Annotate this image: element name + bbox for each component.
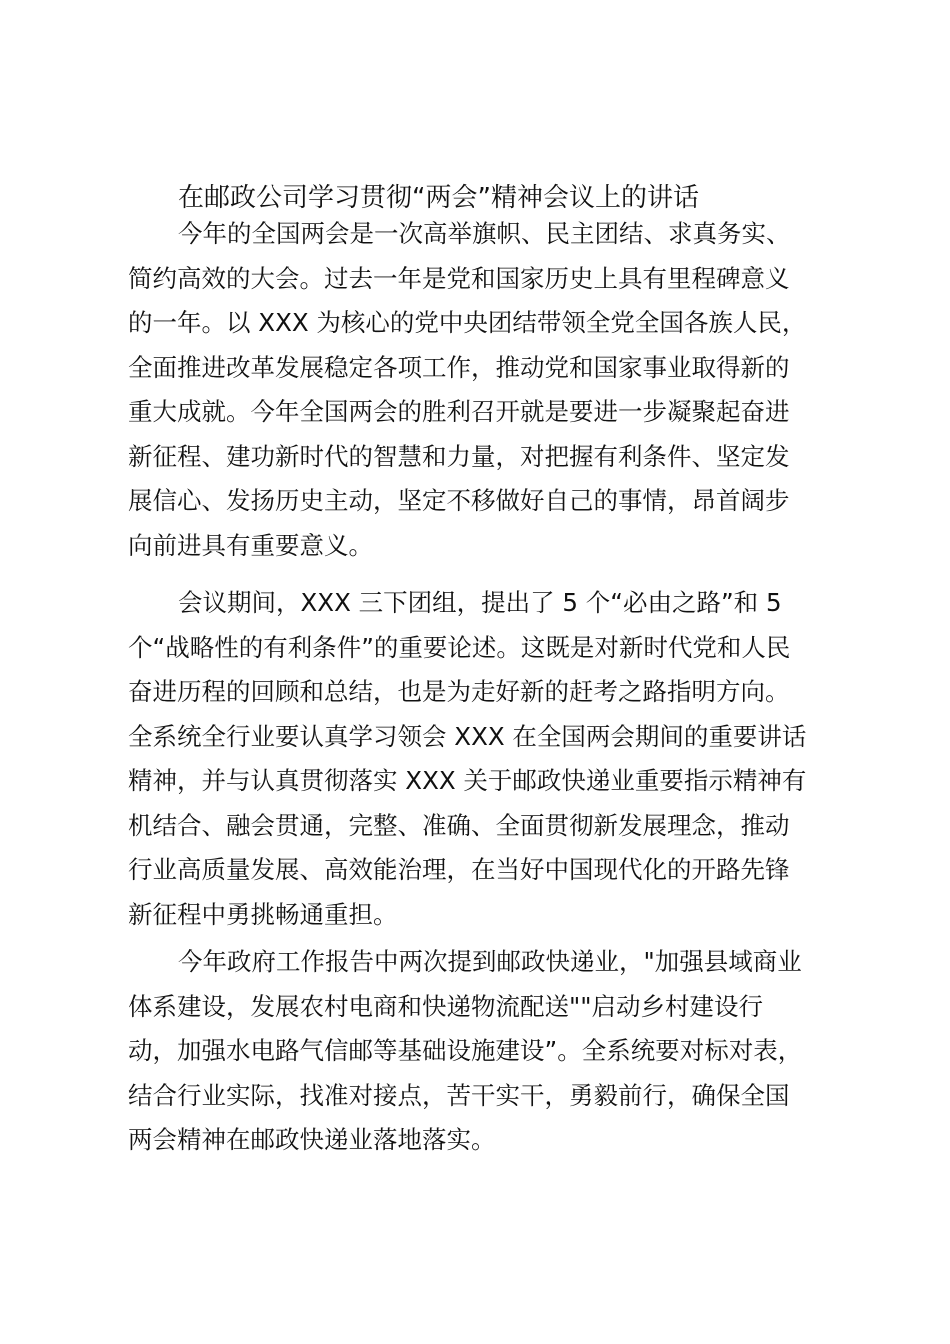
text-line: 展信心、发扬历史主动，坚定不移做好自己的事情，昂首阔步 (128, 486, 790, 515)
text-line: 结合行业实际，找准对接点，苦干实干，勇毅前行，确保全国 (128, 1080, 790, 1110)
text-line: 会议期间，XXX 三下团组，提出了 5 个“必由之路”和 5 (178, 588, 782, 617)
text-line: 今年的全国两会是一次高举旗帜、民主团结、求真务实、 (178, 219, 791, 248)
text-line: 行业高质量发展、高效能治理，在当好中国现代化的开路先锋 (128, 855, 790, 884)
text-line: 向前进具有重要意义。 (128, 530, 373, 560)
text-line: 今年政府工作报告中两次提到邮政快递业，"加强县域商业 (178, 947, 802, 976)
text-line: 新征程中勇挑畅通重担。 (128, 899, 398, 929)
text-line: 两会精神在邮政快递业落地落实。 (128, 1125, 496, 1154)
paragraph-3 (128, 940, 828, 1163)
text-line: 奋进历程的回顾和总结，也是为走好新的赶考之路指明方向。 (128, 677, 790, 706)
paragraph-1 (128, 212, 828, 568)
text-line: 机结合、融会贯通，完整、准确、全面贯彻新发展理念，推动 (128, 810, 790, 840)
text-line: 动，加强水电路气信邮等基础设施建设”。全系统要对标对表， (128, 1036, 803, 1065)
text-line: 体系建设，发展农村电商和快递物流配送""启动乡村建设行 (128, 991, 764, 1021)
text-line: 全系统全行业要认真学习领会 XXX 在全国两会期间的重要讲话 (128, 721, 807, 751)
text-line: 个“战略性的有利条件”的重要论述。这既是对新时代党和人民 (128, 632, 791, 662)
text-line: 新征程、建功新时代的智慧和力量，对把握有利条件、坚定发 (128, 441, 790, 471)
document-title: 在邮政公司学习贯彻“两会”精神会议上的讲话 (178, 183, 699, 213)
text-line: 精神，并与认真贯彻落实 XXX 关于邮政快递业重要指示精神有 (128, 766, 807, 795)
text-line: 全面推进改革发展稳定各项工作，推动党和国家事业取得新的 (128, 352, 790, 382)
text-line: 的一年。以 XXX 为核心的党中央团结带领全党全国各族人民， (128, 308, 807, 337)
text-line: 简约高效的大会。过去一年是党和国家历史上具有里程碑意义 (128, 263, 790, 293)
paragraph-2 (128, 581, 828, 937)
text-line: 重大成就。今年全国两会的胜利召开就是要进一步凝聚起奋进 (128, 397, 790, 426)
